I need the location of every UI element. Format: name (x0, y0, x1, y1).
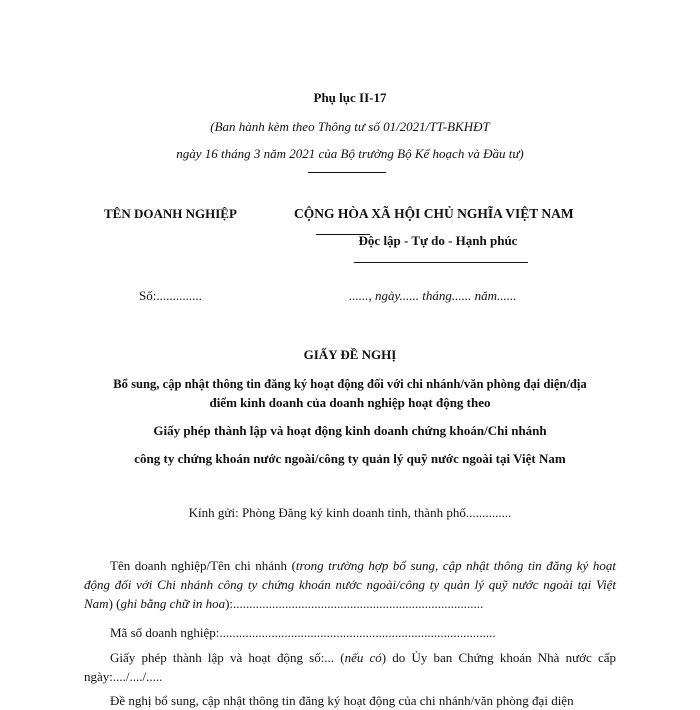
document-subtitle-line1: Bổ sung, cập nhật thông tin đăng ký hoạt động đối với chi nhánh/văn phòng đại diện/địa (113, 377, 587, 391)
request-paragraph: Đề nghị bổ sung, cập nhật thông tin đăng ký hoạt động của chi nhánh/văn phòng đại diện (110, 693, 574, 708)
document-subtitle-line4: công ty chứng khoán nước ngoài/công ty quản lý quỹ nước ngoài tại Việt Nam (134, 451, 566, 466)
company-name-blank: ):............................................................................. (225, 596, 484, 611)
enterprise-code-paragraph: Mã số doanh nghiệp:..................................................................................... (110, 625, 496, 640)
document-number: Số:.............. (139, 288, 202, 303)
document-subtitle-line3: Giấy phép thành lập và hoạt động kinh doanh chứng khoán/Chi nhánh (153, 423, 547, 438)
license-issuer: ) do Ủy ban Chứng khoán Nhà nước cấp ngày:..../..../..... (84, 650, 616, 684)
document-subtitle-line2: điểm kinh doanh của doanh nghiệp hoạt động theo (209, 395, 491, 410)
license-if-any: nếu có (344, 650, 382, 665)
appendix-title: Phụ lục II-17 (313, 90, 387, 105)
document-date: ......, ngày...... tháng...... năm...... (349, 288, 517, 303)
license-label: Giấy phép thành lập và hoạt động số:... ( (110, 650, 345, 665)
company-name-note: trong trường hợp bổ sung, cập nhật thông tin đăng ký hoạt động đối với Chi nhánh công ty chứng khoán nước ngoài/công ty quản lý quỹ nước ngoài tại Việt Nam (84, 558, 616, 611)
national-motto: Độc lập - Tự do - Hạnh phúc (358, 233, 518, 248)
motto-divider (354, 262, 528, 263)
license-paragraph (84, 648, 616, 686)
company-name-label: Tên doanh nghiệp/Tên chi nhánh ( (110, 558, 296, 573)
issued-note-line1: (Ban hành kèm theo Thông tư số 01/2021/TT-BKHĐT (210, 119, 490, 134)
document-title: GIẤY ĐỀ NGHỊ (303, 347, 397, 362)
company-name: TÊN DOANH NGHIỆP (104, 206, 237, 221)
header-divider (308, 172, 386, 173)
company-name-paragraph (84, 556, 616, 613)
company-name-mid: ) ( (108, 596, 121, 611)
recipient-line: Kính gửi: Phòng Đăng ký kinh doanh tỉnh, thành phố.............. (188, 505, 512, 520)
country-name: CỘNG HÒA XÃ HỘI CHỦ NGHĨA VIỆT NAM (294, 206, 574, 221)
issued-note-line2: ngày 16 tháng 3 năm 2021 của Bộ trưởng Bộ Kế hoạch và Đầu tư) (176, 146, 524, 161)
uppercase-note: ghi bằng chữ in hoa (120, 596, 226, 611)
